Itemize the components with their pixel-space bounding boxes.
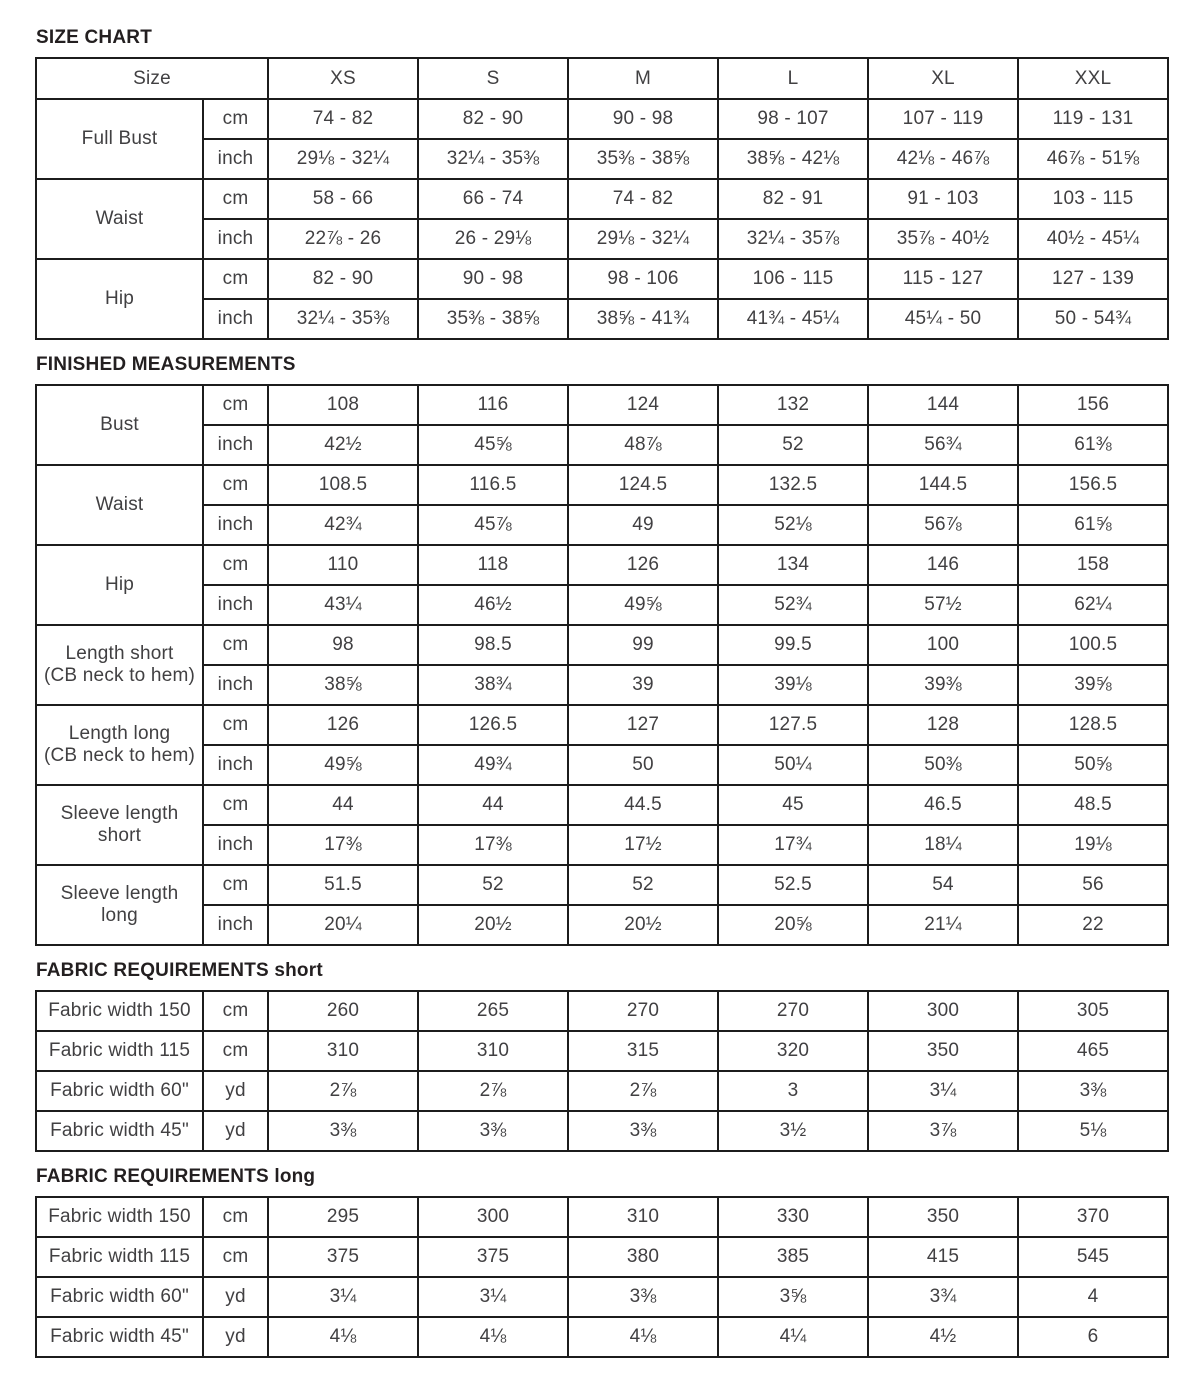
- value-cell: 305: [1018, 991, 1168, 1031]
- value-cell: 18¼: [868, 825, 1018, 865]
- value-cell: 46½: [418, 585, 568, 625]
- value-cell: 134: [718, 545, 868, 585]
- value-cell: 270: [568, 991, 718, 1031]
- value-cell: 300: [868, 991, 1018, 1031]
- value-cell: 35⅜ - 38⅝: [418, 299, 568, 339]
- value-cell: 156.5: [1018, 465, 1168, 505]
- unit-cell: inch: [203, 139, 268, 179]
- unit-cell: inch: [203, 299, 268, 339]
- value-cell: 132: [718, 385, 868, 425]
- unit-cell: cm: [203, 99, 268, 139]
- value-cell: 4⅛: [268, 1317, 418, 1357]
- row-label: Fabric width 150: [36, 991, 203, 1031]
- value-cell: 132.5: [718, 465, 868, 505]
- value-cell: 45: [718, 785, 868, 825]
- value-cell: 49⅝: [568, 585, 718, 625]
- value-cell: 415: [868, 1237, 1018, 1277]
- value-cell: 108.5: [268, 465, 418, 505]
- value-cell: 17⅜: [268, 825, 418, 865]
- row-label-line: Hip: [104, 288, 135, 309]
- value-cell: 43¼: [268, 585, 418, 625]
- row-label: [36, 99, 203, 179]
- value-cell: 124: [568, 385, 718, 425]
- table-row: [36, 139, 1168, 179]
- value-cell: 385: [718, 1237, 868, 1277]
- value-cell: 98 - 107: [718, 99, 868, 139]
- table-row: [36, 99, 1168, 139]
- value-cell: 2⅞: [268, 1071, 418, 1111]
- value-cell: 22: [1018, 905, 1168, 945]
- value-cell: 107 - 119: [868, 99, 1018, 139]
- unit-cell: yd: [203, 1071, 268, 1111]
- value-cell: 32¼ - 35⅞: [718, 219, 868, 259]
- value-cell: 38¾: [418, 665, 568, 705]
- value-cell: 48⅞: [568, 425, 718, 465]
- unit-cell: cm: [203, 1031, 268, 1071]
- table-row: [36, 585, 1168, 625]
- section-fabric-requirements-short: [35, 960, 1166, 1152]
- size-header-row: [36, 58, 1168, 99]
- value-cell: 3¼: [418, 1277, 568, 1317]
- fabric-requirements-long-table: [35, 1196, 1169, 1358]
- value-cell: 156: [1018, 385, 1168, 425]
- table-row: [36, 1237, 1168, 1277]
- value-cell: 20⅝: [718, 905, 868, 945]
- value-cell: 3⅜: [418, 1111, 568, 1151]
- unit-cell: inch: [203, 905, 268, 945]
- value-cell: 42⅛ - 46⅞: [868, 139, 1018, 179]
- row-label: [36, 385, 203, 465]
- row-label-line: Length long: [68, 723, 171, 744]
- row-label-line: Bust: [100, 414, 139, 435]
- table-row: [36, 299, 1168, 339]
- table-row: [36, 991, 1168, 1031]
- value-cell: 126.5: [418, 705, 568, 745]
- value-cell: 21¼: [868, 905, 1018, 945]
- value-cell: 158: [1018, 545, 1168, 585]
- row-label-line: Length short: [65, 643, 174, 664]
- value-cell: 52: [568, 865, 718, 905]
- value-cell: 82 - 91: [718, 179, 868, 219]
- size-column-header: XS: [268, 58, 418, 99]
- size-column-header: L: [718, 58, 868, 99]
- value-cell: 50 - 54¾: [1018, 299, 1168, 339]
- value-cell: 50⅜: [868, 745, 1018, 785]
- unit-cell: cm: [203, 1197, 268, 1237]
- value-cell: 4½: [868, 1317, 1018, 1357]
- value-cell: 49⅝: [268, 745, 418, 785]
- table-row: [36, 425, 1168, 465]
- value-cell: 17⅜: [418, 825, 568, 865]
- value-cell: 42¾: [268, 505, 418, 545]
- value-cell: 29⅛ - 32¼: [568, 219, 718, 259]
- value-cell: 26 - 29⅛: [418, 219, 568, 259]
- table-row: [36, 785, 1168, 825]
- value-cell: 2⅞: [568, 1071, 718, 1111]
- value-cell: 310: [418, 1031, 568, 1071]
- unit-cell: inch: [203, 825, 268, 865]
- table-row: [36, 1317, 1168, 1357]
- value-cell: 39: [568, 665, 718, 705]
- row-label: [36, 625, 203, 705]
- value-cell: 19⅛: [1018, 825, 1168, 865]
- value-cell: 465: [1018, 1031, 1168, 1071]
- value-cell: 545: [1018, 1237, 1168, 1277]
- unit-cell: cm: [203, 865, 268, 905]
- value-cell: 51.5: [268, 865, 418, 905]
- value-cell: 3⅞: [868, 1111, 1018, 1151]
- value-cell: 32¼ - 35⅜: [268, 299, 418, 339]
- value-cell: 98.5: [418, 625, 568, 665]
- value-cell: 74 - 82: [268, 99, 418, 139]
- value-cell: 29⅛ - 32¼: [268, 139, 418, 179]
- value-cell: 3⅜: [1018, 1071, 1168, 1111]
- value-cell: 98: [268, 625, 418, 665]
- value-cell: 100.5: [1018, 625, 1168, 665]
- row-label-line: Sleeve length: [60, 803, 179, 824]
- value-cell: 56⅞: [868, 505, 1018, 545]
- value-cell: 375: [418, 1237, 568, 1277]
- row-label-line: Waist: [95, 494, 144, 515]
- fabric-requirements-short-table: [35, 990, 1169, 1152]
- value-cell: 119 - 131: [1018, 99, 1168, 139]
- value-cell: 45¼ - 50: [868, 299, 1018, 339]
- row-label: [36, 259, 203, 339]
- value-cell: 127.5: [718, 705, 868, 745]
- value-cell: 61⅝: [1018, 505, 1168, 545]
- table-row: [36, 825, 1168, 865]
- value-cell: 90 - 98: [568, 99, 718, 139]
- unit-cell: inch: [203, 425, 268, 465]
- value-cell: 260: [268, 991, 418, 1031]
- row-label: Fabric width 60": [36, 1071, 203, 1111]
- value-cell: 270: [718, 991, 868, 1031]
- row-label: [36, 545, 203, 625]
- value-cell: 375: [268, 1237, 418, 1277]
- table-row: [36, 1031, 1168, 1071]
- value-cell: 58 - 66: [268, 179, 418, 219]
- value-cell: 48.5: [1018, 785, 1168, 825]
- value-cell: 6: [1018, 1317, 1168, 1357]
- row-label: Fabric width 115: [36, 1031, 203, 1071]
- unit-cell: inch: [203, 219, 268, 259]
- value-cell: 38⅝: [268, 665, 418, 705]
- value-cell: 39⅜: [868, 665, 1018, 705]
- value-cell: 127 - 139: [1018, 259, 1168, 299]
- value-cell: 124.5: [568, 465, 718, 505]
- value-cell: 82 - 90: [418, 99, 568, 139]
- value-cell: 38⅝ - 42⅛: [718, 139, 868, 179]
- unit-cell: inch: [203, 585, 268, 625]
- unit-cell: inch: [203, 665, 268, 705]
- unit-cell: inch: [203, 745, 268, 785]
- value-cell: 118: [418, 545, 568, 585]
- unit-cell: inch: [203, 505, 268, 545]
- value-cell: 265: [418, 991, 568, 1031]
- value-cell: 98 - 106: [568, 259, 718, 299]
- value-cell: 22⅞ - 26: [268, 219, 418, 259]
- row-label: [36, 785, 203, 865]
- row-label-line: Waist: [95, 208, 144, 229]
- value-cell: 56: [1018, 865, 1168, 905]
- value-cell: 144.5: [868, 465, 1018, 505]
- value-cell: 108: [268, 385, 418, 425]
- value-cell: 44: [268, 785, 418, 825]
- value-cell: 116.5: [418, 465, 568, 505]
- value-cell: 52: [718, 425, 868, 465]
- value-cell: 39⅛: [718, 665, 868, 705]
- value-cell: 106 - 115: [718, 259, 868, 299]
- table-row: [36, 865, 1168, 905]
- value-cell: 300: [418, 1197, 568, 1237]
- value-cell: 56¾: [868, 425, 1018, 465]
- unit-cell: cm: [203, 785, 268, 825]
- unit-cell: cm: [203, 259, 268, 299]
- value-cell: 127: [568, 705, 718, 745]
- row-label-line: Full Bust: [81, 128, 158, 149]
- table-row: [36, 545, 1168, 585]
- value-cell: 45⅝: [418, 425, 568, 465]
- row-label: [36, 705, 203, 785]
- unit-cell: yd: [203, 1277, 268, 1317]
- value-cell: 57½: [868, 585, 1018, 625]
- table-row: [36, 219, 1168, 259]
- fabric-requirements-long-title: FABRIC REQUIREMENTS long: [36, 1166, 316, 1187]
- value-cell: 3½: [718, 1111, 868, 1151]
- value-cell: 330: [718, 1197, 868, 1237]
- value-cell: 3⅜: [568, 1111, 718, 1151]
- table-row: [36, 465, 1168, 505]
- value-cell: 3: [718, 1071, 868, 1111]
- value-cell: 3¼: [868, 1071, 1018, 1111]
- table-row: [36, 1111, 1168, 1151]
- value-cell: 49¾: [418, 745, 568, 785]
- section-finished-measurements: [35, 354, 1166, 946]
- row-label: [36, 465, 203, 545]
- row-label-line: Hip: [104, 574, 135, 595]
- value-cell: 38⅝ - 41¾: [568, 299, 718, 339]
- size-column-header: XXL: [1018, 58, 1168, 99]
- value-cell: 126: [268, 705, 418, 745]
- row-label: [36, 865, 203, 945]
- value-cell: 42½: [268, 425, 418, 465]
- table-row: [36, 1277, 1168, 1317]
- value-cell: 4: [1018, 1277, 1168, 1317]
- row-label-line: (CB neck to hem): [43, 745, 196, 766]
- section-size-chart: [35, 27, 1166, 340]
- value-cell: 39⅝: [1018, 665, 1168, 705]
- value-cell: 46.5: [868, 785, 1018, 825]
- value-cell: 90 - 98: [418, 259, 568, 299]
- unit-cell: cm: [203, 179, 268, 219]
- value-cell: 52⅛: [718, 505, 868, 545]
- value-cell: 41¾ - 45¼: [718, 299, 868, 339]
- value-cell: 46⅞ - 51⅝: [1018, 139, 1168, 179]
- value-cell: 380: [568, 1237, 718, 1277]
- value-cell: 52: [418, 865, 568, 905]
- size-chart-title: SIZE CHART: [36, 27, 152, 48]
- value-cell: 49: [568, 505, 718, 545]
- row-label: Fabric width 150: [36, 1197, 203, 1237]
- section-fabric-requirements-long: [35, 1166, 1166, 1358]
- size-header-label: Size: [36, 58, 268, 99]
- size-column-header: XL: [868, 58, 1018, 99]
- table-row: [36, 505, 1168, 545]
- value-cell: 32¼ - 35⅜: [418, 139, 568, 179]
- value-cell: 146: [868, 545, 1018, 585]
- value-cell: 310: [268, 1031, 418, 1071]
- unit-cell: cm: [203, 385, 268, 425]
- finished-measurements-title: FINISHED MEASUREMENTS: [36, 354, 296, 375]
- value-cell: 50¼: [718, 745, 868, 785]
- value-cell: 99: [568, 625, 718, 665]
- unit-cell: yd: [203, 1317, 268, 1357]
- size-column-header: M: [568, 58, 718, 99]
- value-cell: 40½ - 45¼: [1018, 219, 1168, 259]
- value-cell: 350: [868, 1031, 1018, 1071]
- row-label-line: (CB neck to hem): [43, 665, 196, 686]
- value-cell: 144: [868, 385, 1018, 425]
- row-label: Fabric width 45": [36, 1111, 203, 1151]
- value-cell: 4¼: [718, 1317, 868, 1357]
- value-cell: 20¼: [268, 905, 418, 945]
- unit-cell: cm: [203, 545, 268, 585]
- value-cell: 99.5: [718, 625, 868, 665]
- value-cell: 3⅝: [718, 1277, 868, 1317]
- value-cell: 4⅛: [418, 1317, 568, 1357]
- value-cell: 115 - 127: [868, 259, 1018, 299]
- finished-measurements-table: [35, 384, 1169, 946]
- value-cell: 350: [868, 1197, 1018, 1237]
- table-row: [36, 259, 1168, 299]
- value-cell: 20½: [418, 905, 568, 945]
- value-cell: 126: [568, 545, 718, 585]
- row-label: Fabric width 45": [36, 1317, 203, 1357]
- value-cell: 3⅜: [568, 1277, 718, 1317]
- value-cell: 91 - 103: [868, 179, 1018, 219]
- value-cell: 310: [568, 1197, 718, 1237]
- value-cell: 44.5: [568, 785, 718, 825]
- value-cell: 3¾: [868, 1277, 1018, 1317]
- table-row: [36, 665, 1168, 705]
- size-column-header: S: [418, 58, 568, 99]
- value-cell: 74 - 82: [568, 179, 718, 219]
- table-row: [36, 905, 1168, 945]
- value-cell: 20½: [568, 905, 718, 945]
- table-row: [36, 745, 1168, 785]
- value-cell: 128.5: [1018, 705, 1168, 745]
- value-cell: 116: [418, 385, 568, 425]
- unit-cell: cm: [203, 1237, 268, 1277]
- table-row: [36, 705, 1168, 745]
- value-cell: 103 - 115: [1018, 179, 1168, 219]
- unit-cell: cm: [203, 991, 268, 1031]
- row-label: Fabric width 60": [36, 1277, 203, 1317]
- value-cell: 5⅛: [1018, 1111, 1168, 1151]
- value-cell: 52¾: [718, 585, 868, 625]
- value-cell: 82 - 90: [268, 259, 418, 299]
- value-cell: 3¼: [268, 1277, 418, 1317]
- value-cell: 52.5: [718, 865, 868, 905]
- value-cell: 3⅜: [268, 1111, 418, 1151]
- value-cell: 100: [868, 625, 1018, 665]
- value-cell: 50: [568, 745, 718, 785]
- value-cell: 128: [868, 705, 1018, 745]
- row-label-line: long: [101, 905, 138, 926]
- value-cell: 61⅜: [1018, 425, 1168, 465]
- row-label-line: short: [97, 825, 142, 846]
- value-cell: 54: [868, 865, 1018, 905]
- value-cell: 45⅞: [418, 505, 568, 545]
- row-label: Fabric width 115: [36, 1237, 203, 1277]
- value-cell: 44: [418, 785, 568, 825]
- value-cell: 66 - 74: [418, 179, 568, 219]
- table-row: [36, 1197, 1168, 1237]
- table-row: [36, 1071, 1168, 1111]
- value-cell: 50⅝: [1018, 745, 1168, 785]
- size-chart-table: [35, 57, 1169, 340]
- table-row: [36, 385, 1168, 425]
- value-cell: 35⅞ - 40½: [868, 219, 1018, 259]
- value-cell: 320: [718, 1031, 868, 1071]
- table-row: [36, 625, 1168, 665]
- value-cell: 62¼: [1018, 585, 1168, 625]
- value-cell: 370: [1018, 1197, 1168, 1237]
- value-cell: 2⅞: [418, 1071, 568, 1111]
- value-cell: 315: [568, 1031, 718, 1071]
- table-row: [36, 179, 1168, 219]
- value-cell: 295: [268, 1197, 418, 1237]
- value-cell: 17½: [568, 825, 718, 865]
- row-label: [36, 179, 203, 259]
- unit-cell: cm: [203, 705, 268, 745]
- value-cell: 35⅜ - 38⅝: [568, 139, 718, 179]
- unit-cell: cm: [203, 625, 268, 665]
- value-cell: 17¾: [718, 825, 868, 865]
- value-cell: 110: [268, 545, 418, 585]
- value-cell: 4⅛: [568, 1317, 718, 1357]
- unit-cell: yd: [203, 1111, 268, 1151]
- fabric-requirements-short-title: FABRIC REQUIREMENTS short: [36, 960, 323, 981]
- unit-cell: cm: [203, 465, 268, 505]
- row-label-line: Sleeve length: [60, 883, 179, 904]
